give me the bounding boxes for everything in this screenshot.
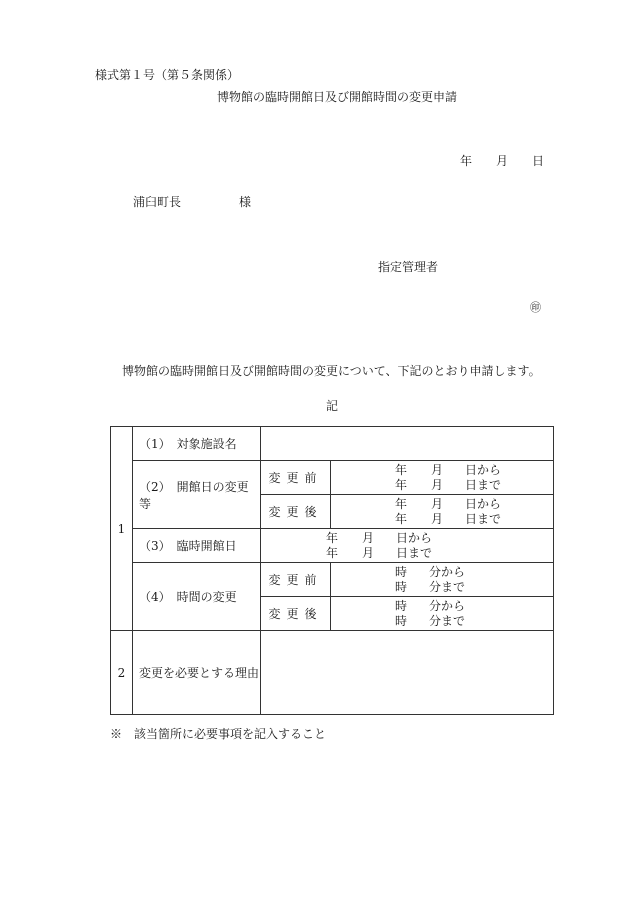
to-min-unit: 分まで: [429, 613, 466, 628]
hour-unit: 時: [395, 613, 408, 628]
item1-label: （1） 対象施設名: [133, 427, 261, 461]
seal-mark: ㊞: [530, 301, 541, 314]
ki-heading: 記: [326, 399, 339, 413]
date-day: 日: [532, 154, 545, 168]
month-unit: 月: [362, 545, 375, 560]
group2-number: 2: [111, 631, 133, 715]
item4-after-label: 変更後: [261, 597, 331, 631]
addressee: [133, 193, 251, 210]
from-min-unit: 分から: [429, 564, 466, 579]
item4-after-value: [331, 597, 554, 631]
addressee-name: 浦臼町長: [133, 195, 182, 209]
month-unit: 月: [431, 477, 444, 492]
from-day-unit: 日から: [396, 530, 433, 545]
to-day-unit: 日まで: [396, 545, 433, 560]
footnote: ※ 該当箇所に必要事項を記入すること: [110, 727, 327, 741]
from-day-unit: 日から: [465, 462, 502, 477]
item3-value: [261, 529, 554, 563]
year-unit: 年: [395, 511, 408, 526]
application-table: [110, 426, 554, 715]
date-month: 月: [496, 154, 509, 168]
form-number-label: 様式第１号（第５条関係）: [95, 68, 240, 82]
year-unit: 年: [395, 496, 408, 511]
document-title: 博物館の臨時開館日及び開館時間の変更申請: [217, 90, 458, 104]
item2-before-label: 変更前: [261, 461, 331, 495]
hour-unit: 時: [395, 579, 408, 594]
to-day-unit: 日まで: [465, 477, 502, 492]
item4-label: （4） 時間の変更: [133, 563, 261, 631]
reason-value: [261, 631, 554, 715]
from-min-unit: 分から: [429, 598, 466, 613]
date-year: 年: [460, 154, 473, 168]
item3-label: （3） 臨時開館日: [133, 529, 261, 563]
item2-before-value: [331, 461, 554, 495]
item1-value: [261, 427, 554, 461]
year-unit: 年: [326, 530, 339, 545]
month-unit: 月: [431, 511, 444, 526]
from-day-unit: 日から: [465, 496, 502, 511]
reason-label: 変更を必要とする理由: [133, 631, 261, 715]
item2-label: （2） 開館日の変更等: [133, 461, 261, 529]
year-unit: 年: [395, 477, 408, 492]
year-unit: 年: [326, 545, 339, 560]
item4-before-label: 変更前: [261, 563, 331, 597]
year-unit: 年: [395, 462, 408, 477]
item4-before-value: [331, 563, 554, 597]
addressee-honorific: 様: [239, 195, 252, 209]
item2-after-value: [331, 495, 554, 529]
to-day-unit: 日まで: [465, 511, 502, 526]
hour-unit: 時: [395, 564, 408, 579]
to-min-unit: 分まで: [429, 579, 466, 594]
item2-after-label: 変更後: [261, 495, 331, 529]
month-unit: 月: [362, 530, 375, 545]
date-line: [460, 152, 544, 169]
applicant-label: 指定管理者: [378, 260, 439, 274]
hour-unit: 時: [395, 598, 408, 613]
group1-number: 1: [111, 427, 133, 631]
intro-text: 博物館の臨時開館日及び開館時間の変更について、下記のとおり申請します。: [122, 364, 541, 378]
month-unit: 月: [431, 462, 444, 477]
month-unit: 月: [431, 496, 444, 511]
